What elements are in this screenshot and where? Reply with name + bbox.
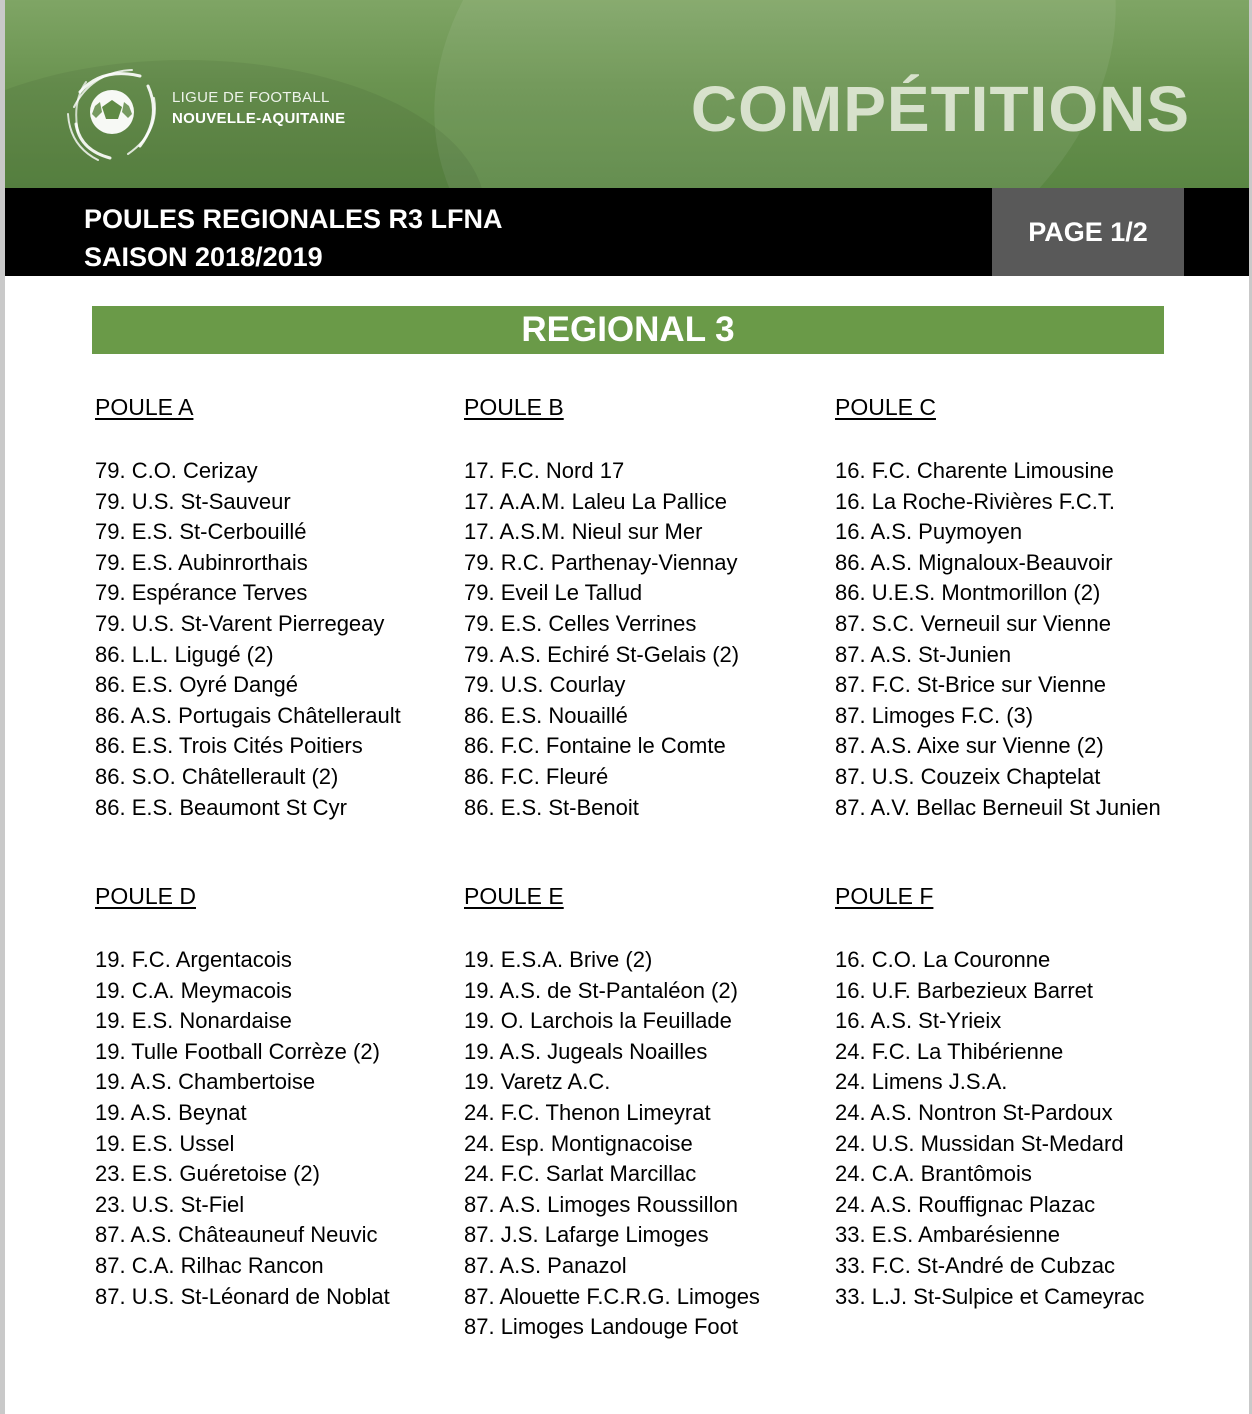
division-heading: REGIONAL 3 — [92, 306, 1164, 354]
poule-title: POULE F — [835, 883, 934, 909]
poule-title: POULE C — [835, 394, 936, 420]
club-entry: 16. C.O. La Couronne — [835, 947, 1051, 972]
club-entry: 19. Varetz A.C. — [464, 1069, 611, 1095]
club-entry: 24. A.S. Nontron St-Pardoux — [835, 1099, 1113, 1125]
club-entry: 16. F.C. Charente Limousine — [835, 458, 1114, 483]
club-entry: 16. A.S. Puymoyen — [835, 519, 1023, 545]
club-entry: 86. E.S. Nouaillé — [464, 702, 628, 728]
club-entry: 87. F.C. St-Brice sur Vienne — [835, 672, 1107, 698]
club-entry: 19. E.S. Nonardaise — [95, 1008, 292, 1034]
org-name-line1: LIGUE DE FOOTBALL — [172, 89, 330, 106]
club-entry: 79. Espérance Terves — [95, 580, 308, 606]
club-entry: 86. L.L. Ligugé (2) — [95, 641, 274, 667]
club-entry: 86. E.S. Beaumont St Cyr — [95, 794, 347, 820]
club-entry: 87. S.C. Verneuil sur Vienne — [835, 610, 1111, 636]
club-list — [95, 456, 455, 823]
club-entry: 19. O. Larchois la Feuillade — [464, 1008, 732, 1034]
club-entry: 86. E.S. St-Benoit — [464, 794, 639, 820]
club-entry: 87. A.V. Bellac Berneuil St Junien — [835, 794, 1161, 820]
club-entry: 86. A.S. Portugais Châtellerault — [95, 702, 401, 728]
club-entry: 17. A.S.M. Nieul sur Mer — [464, 519, 703, 545]
club-entry: 87. U.S. St-Léonard de Noblat — [95, 1283, 390, 1309]
club-entry: 24. Esp. Montignacoise — [464, 1130, 693, 1156]
club-entry: 87. J.S. Lafarge Limoges — [464, 1222, 709, 1248]
document-title-line1: POULES REGIONALES R3 LFNA — [84, 204, 503, 234]
club-entry: 87. C.A. Rilhac Rancon — [95, 1252, 324, 1278]
document-season: SAISON 2018/2019 — [84, 242, 323, 272]
club-entry: 33. L.J. St-Sulpice et Cameyrac — [835, 1283, 1145, 1309]
org-name-line2: NOUVELLE-AQUITAINE — [172, 110, 346, 127]
club-entry: 79. C.O. Cerizay — [95, 458, 258, 483]
document-title — [84, 200, 503, 276]
club-entry: 86. S.O. Châtellerault (2) — [95, 763, 339, 789]
poule-title: POULE A — [95, 394, 194, 420]
club-entry: 79. U.S. Courlay — [464, 672, 626, 698]
club-entry: 86. F.C. Fleuré — [464, 763, 609, 789]
club-entry: 87. A.S. St-Junien — [835, 641, 1012, 667]
club-entry: 86. F.C. Fontaine le Comte — [464, 733, 726, 759]
club-entry: 23. E.S. Guéretoise (2) — [95, 1161, 320, 1187]
club-entry: 23. U.S. St-Fiel — [95, 1191, 245, 1217]
club-entry: 19. A.S. Chambertoise — [95, 1069, 316, 1095]
poule-f — [835, 881, 1195, 1312]
poule-e — [464, 881, 824, 1343]
club-entry: 24. A.S. Rouffignac Plazac — [835, 1191, 1096, 1217]
club-entry: 86. E.S. Oyré Dangé — [95, 672, 298, 698]
club-entry: 24. U.S. Mussidan St-Medard — [835, 1130, 1124, 1156]
section-title: COMPÉTITIONS — [690, 73, 1190, 145]
club-entry: 87. Alouette F.C.R.G. Limoges — [464, 1283, 760, 1309]
club-entry: 79. U.S. St-Varent Pierregeay — [95, 610, 385, 636]
club-entry: 79. E.S. Aubinrorthais — [95, 549, 308, 575]
club-list — [835, 945, 1195, 1312]
club-entry: 24. F.C. Sarlat Marcillac — [464, 1161, 697, 1187]
club-entry: 33. F.C. St-André de Cubzac — [835, 1252, 1116, 1278]
club-entry: 24. F.C. Thenon Limeyrat — [464, 1099, 711, 1125]
club-entry: 16. A.S. St-Yrieix — [835, 1008, 1002, 1034]
club-entry: 17. A.A.M. Laleu La Pallice — [464, 488, 727, 514]
club-entry: 19. A.S. Jugeals Noailles — [464, 1038, 708, 1064]
club-list — [835, 456, 1195, 823]
club-entry: 19. F.C. Argentacois — [95, 947, 292, 972]
club-entry: 16. La Roche-Rivières F.C.T. — [835, 488, 1115, 514]
club-entry: 79. E.S. Celles Verrines — [464, 610, 697, 636]
league-logo-icon — [62, 62, 162, 162]
club-entry: 16. U.F. Barbezieux Barret — [835, 977, 1094, 1003]
club-list — [95, 945, 455, 1312]
club-entry: 24. C.A. Brantômois — [835, 1161, 1032, 1187]
club-entry: 87. Limoges Landouge Foot — [464, 1314, 738, 1340]
club-list — [464, 945, 824, 1343]
club-entry: 86. E.S. Trois Cités Poitiers — [95, 733, 363, 759]
club-entry: 19. E.S. Ussel — [95, 1130, 235, 1156]
club-entry: 87. A.S. Limoges Roussillon — [464, 1191, 738, 1217]
club-entry: 19. A.S. de St-Pantaléon (2) — [464, 977, 738, 1003]
club-entry: 86. A.S. Mignaloux-Beauvoir — [835, 549, 1113, 575]
club-entry: 19. Tulle Football Corrèze (2) — [95, 1038, 380, 1064]
club-entry: 19. E.S.A. Brive (2) — [464, 947, 653, 972]
club-entry: 19. C.A. Meymacois — [95, 977, 292, 1003]
poule-a — [95, 392, 455, 823]
club-entry: 86. U.E.S. Montmorillon (2) — [835, 580, 1101, 606]
club-entry: 87. A.S. Aixe sur Vienne (2) — [835, 733, 1104, 759]
poule-title: POULE D — [95, 883, 196, 909]
poule-c — [835, 392, 1195, 823]
poule-title: POULE B — [464, 394, 564, 420]
club-entry: 79. R.C. Parthenay-Viennay — [464, 549, 738, 575]
club-entry: 87. A.S. Panazol — [464, 1252, 627, 1278]
club-entry: 87. Limoges F.C. (3) — [835, 702, 1034, 728]
club-entry: 79. E.S. St-Cerbouillé — [95, 519, 307, 545]
club-entry: 17. F.C. Nord 17 — [464, 458, 625, 483]
poule-d — [95, 881, 455, 1312]
club-entry: 79. U.S. St-Sauveur — [95, 488, 291, 514]
club-entry: 79. Eveil Le Tallud — [464, 580, 643, 606]
poule-b — [464, 392, 824, 823]
club-entry: 24. Limens J.S.A. — [835, 1069, 1008, 1095]
club-entry: 19. A.S. Beynat — [95, 1099, 247, 1125]
club-entry: 79. A.S. Echiré St-Gelais (2) — [464, 641, 740, 667]
club-entry: 33. E.S. Ambarésienne — [835, 1222, 1061, 1248]
page-indicator: PAGE 1/2 — [992, 188, 1184, 276]
club-entry: 24. F.C. La Thibérienne — [835, 1038, 1064, 1064]
club-list — [464, 456, 824, 823]
poule-title: POULE E — [464, 883, 564, 909]
club-entry: 87. A.S. Châteauneuf Neuvic — [95, 1222, 378, 1248]
club-entry: 87. U.S. Couzeix Chaptelat — [835, 763, 1101, 789]
